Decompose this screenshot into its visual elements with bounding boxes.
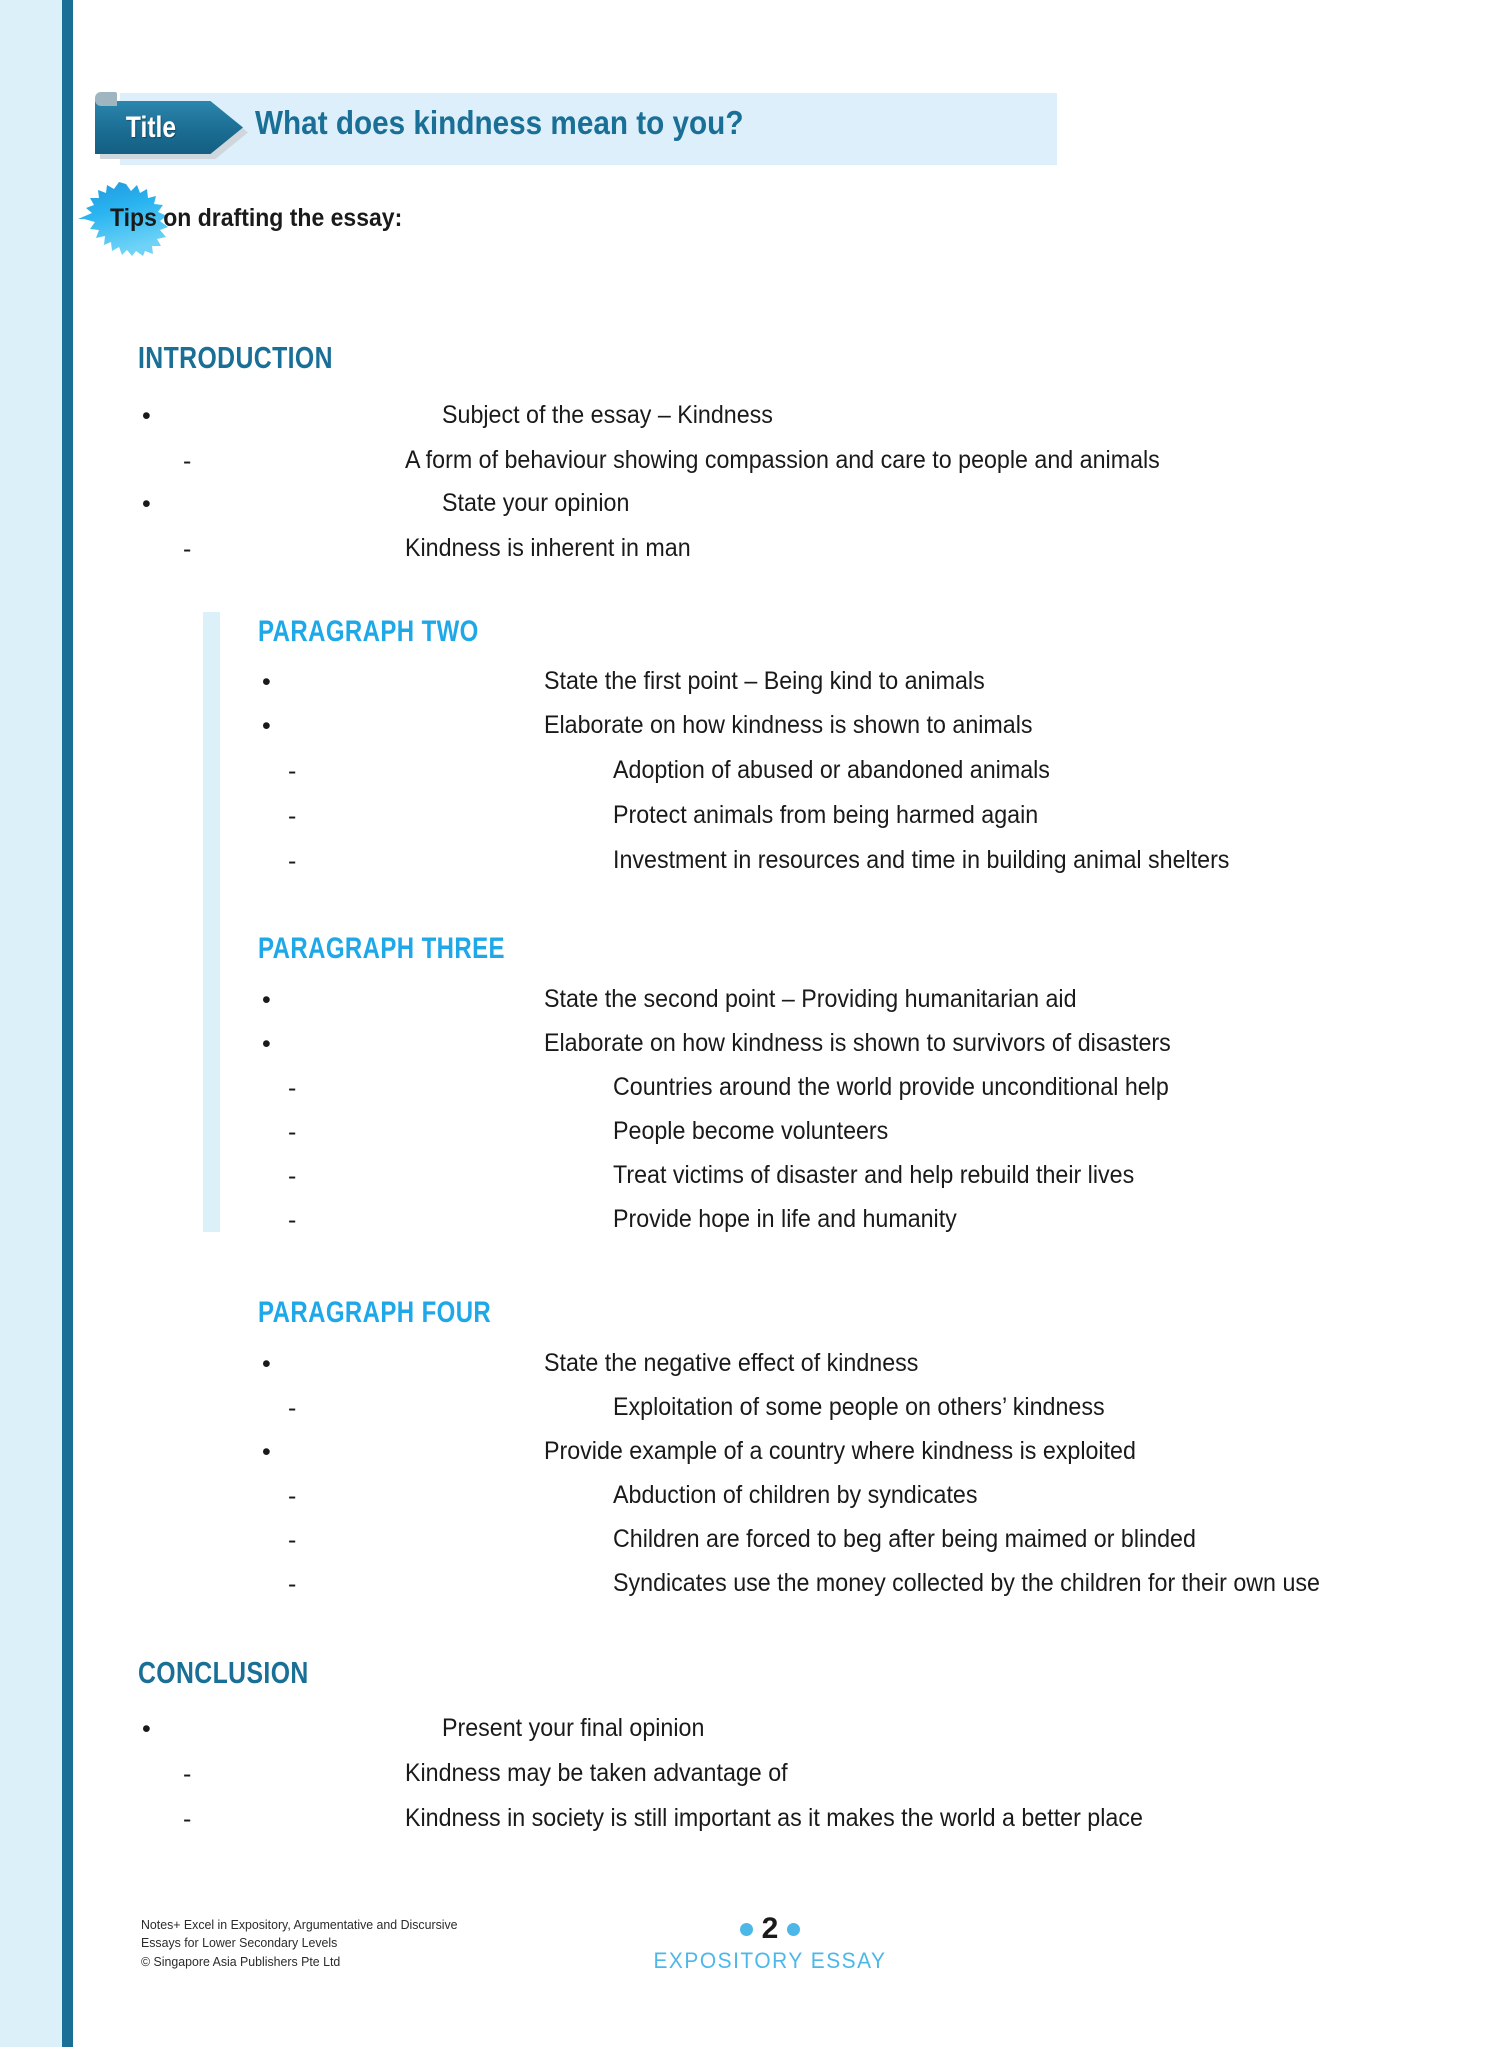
bullet-text: State the negative effect of kindness — [544, 1349, 919, 1377]
sub-bullet-marker: - — [288, 847, 297, 875]
sub-bullet-marker: - — [288, 802, 297, 830]
sub-bullet-marker: - — [288, 757, 297, 785]
bullet-marker: • — [262, 986, 271, 1014]
paragraph-group-accent-bar — [203, 612, 220, 1232]
title-tag — [95, 101, 247, 157]
sub-bullet-marker: - — [183, 447, 192, 475]
bullet-text: State the first point – Being kind to animals — [544, 667, 985, 695]
page-dot-left-icon — [740, 1923, 753, 1936]
footer-credit-line-1: Notes+ Excel in Expository, Argumentative and Discursive — [141, 1917, 458, 1932]
page-dot-right-icon — [787, 1923, 800, 1936]
footer-center — [620, 1912, 920, 1974]
sub-bullet-text: A form of behaviour showing compassion and care to people and animals — [405, 446, 1160, 474]
sub-bullet-marker: - — [288, 1482, 297, 1510]
sub-bullet-text: Kindness may be taken advantage of — [405, 1759, 788, 1787]
bullet-text: Elaborate on how kindness is shown to survivors of disasters — [544, 1029, 1171, 1057]
bullet-text: State your opinion — [442, 489, 630, 517]
footer-credit-line-3: © Singapore Asia Publishers Pte Ltd — [141, 1953, 341, 1969]
bullet-marker: • — [262, 712, 271, 740]
bullet-text: Provide example of a country where kindness is exploited — [544, 1437, 1136, 1465]
sub-bullet-text: Adoption of abused or abandoned animals — [613, 756, 1050, 784]
page-edge-dark-rule — [62, 0, 73, 2047]
sub-bullet-marker: - — [288, 1394, 297, 1422]
sub-bullet-text: Children are forced to beg after being maimed or blinded — [613, 1525, 1196, 1553]
sub-bullet-text: Provide hope in life and humanity — [613, 1205, 957, 1233]
sub-bullet-marker: - — [288, 1162, 297, 1190]
section-heading: CONCLUSION — [138, 1655, 309, 1690]
page-number-row — [620, 1912, 920, 1946]
sub-bullet-marker: - — [183, 1805, 192, 1833]
sub-bullet-text: Syndicates use the money collected by the children for their own use — [613, 1569, 1320, 1597]
footer-credit — [141, 1916, 458, 1971]
page-edge-light-band — [0, 0, 62, 2047]
page-edge-white-gap — [73, 0, 87, 2047]
bullet-marker: • — [142, 490, 151, 518]
sub-bullet-text: Abduction of children by syndicates — [613, 1481, 978, 1509]
sub-bullet-marker: - — [288, 1570, 297, 1598]
section-heading: PARAGRAPH FOUR — [258, 1296, 492, 1329]
bullet-marker: • — [142, 402, 151, 430]
bullet-marker: • — [142, 1715, 151, 1743]
sub-bullet-text: Countries around the world provide unconditional help — [613, 1073, 1169, 1101]
tips-label: Tips on drafting the essay: — [110, 204, 403, 232]
sub-bullet-text: Kindness in society is still important as it makes the world a better place — [405, 1804, 1143, 1832]
sub-bullet-text: Kindness is inherent in man — [405, 534, 691, 562]
sub-bullet-text: Exploitation of some people on others’ kindness — [613, 1393, 1105, 1421]
section-heading: PARAGRAPH THREE — [258, 932, 505, 965]
sub-bullet-text: Protect animals from being harmed again — [613, 801, 1039, 829]
sub-bullet-marker: - — [288, 1526, 297, 1554]
sub-bullet-text: People become volunteers — [613, 1117, 889, 1145]
bullet-marker: • — [262, 1438, 271, 1466]
page-title: What does kindness mean to you? — [255, 104, 744, 141]
sub-bullet-marker: - — [288, 1074, 297, 1102]
footer-subject-label: EXPOSITORY ESSAY — [653, 1948, 887, 1973]
sub-bullet-marker: - — [183, 1760, 192, 1788]
title-tag-label: Title — [125, 110, 177, 144]
bullet-marker: • — [262, 668, 271, 696]
sub-bullet-text: Treat victims of disaster and help rebuild their lives — [613, 1161, 1135, 1189]
sub-bullet-text: Investment in resources and time in building animal shelters — [613, 846, 1230, 874]
bullet-marker: • — [262, 1030, 271, 1058]
bullet-text: Present your final opinion — [442, 1714, 705, 1742]
bullet-text: State the second point – Providing humanitarian aid — [544, 985, 1077, 1013]
bullet-text: Subject of the essay – Kindness — [442, 401, 773, 429]
sub-bullet-marker: - — [288, 1206, 297, 1234]
section-heading: PARAGRAPH TWO — [258, 615, 479, 648]
sub-bullet-marker: - — [183, 535, 192, 563]
sub-bullet-marker: - — [288, 1118, 297, 1146]
footer-credit-line-2: Essays for Lower Secondary Levels — [141, 1935, 338, 1951]
bullet-text: Elaborate on how kindness is shown to animals — [544, 711, 1033, 739]
section-heading: INTRODUCTION — [138, 340, 333, 375]
page-number: 2 — [761, 1912, 779, 1945]
bullet-marker: • — [262, 1350, 271, 1378]
